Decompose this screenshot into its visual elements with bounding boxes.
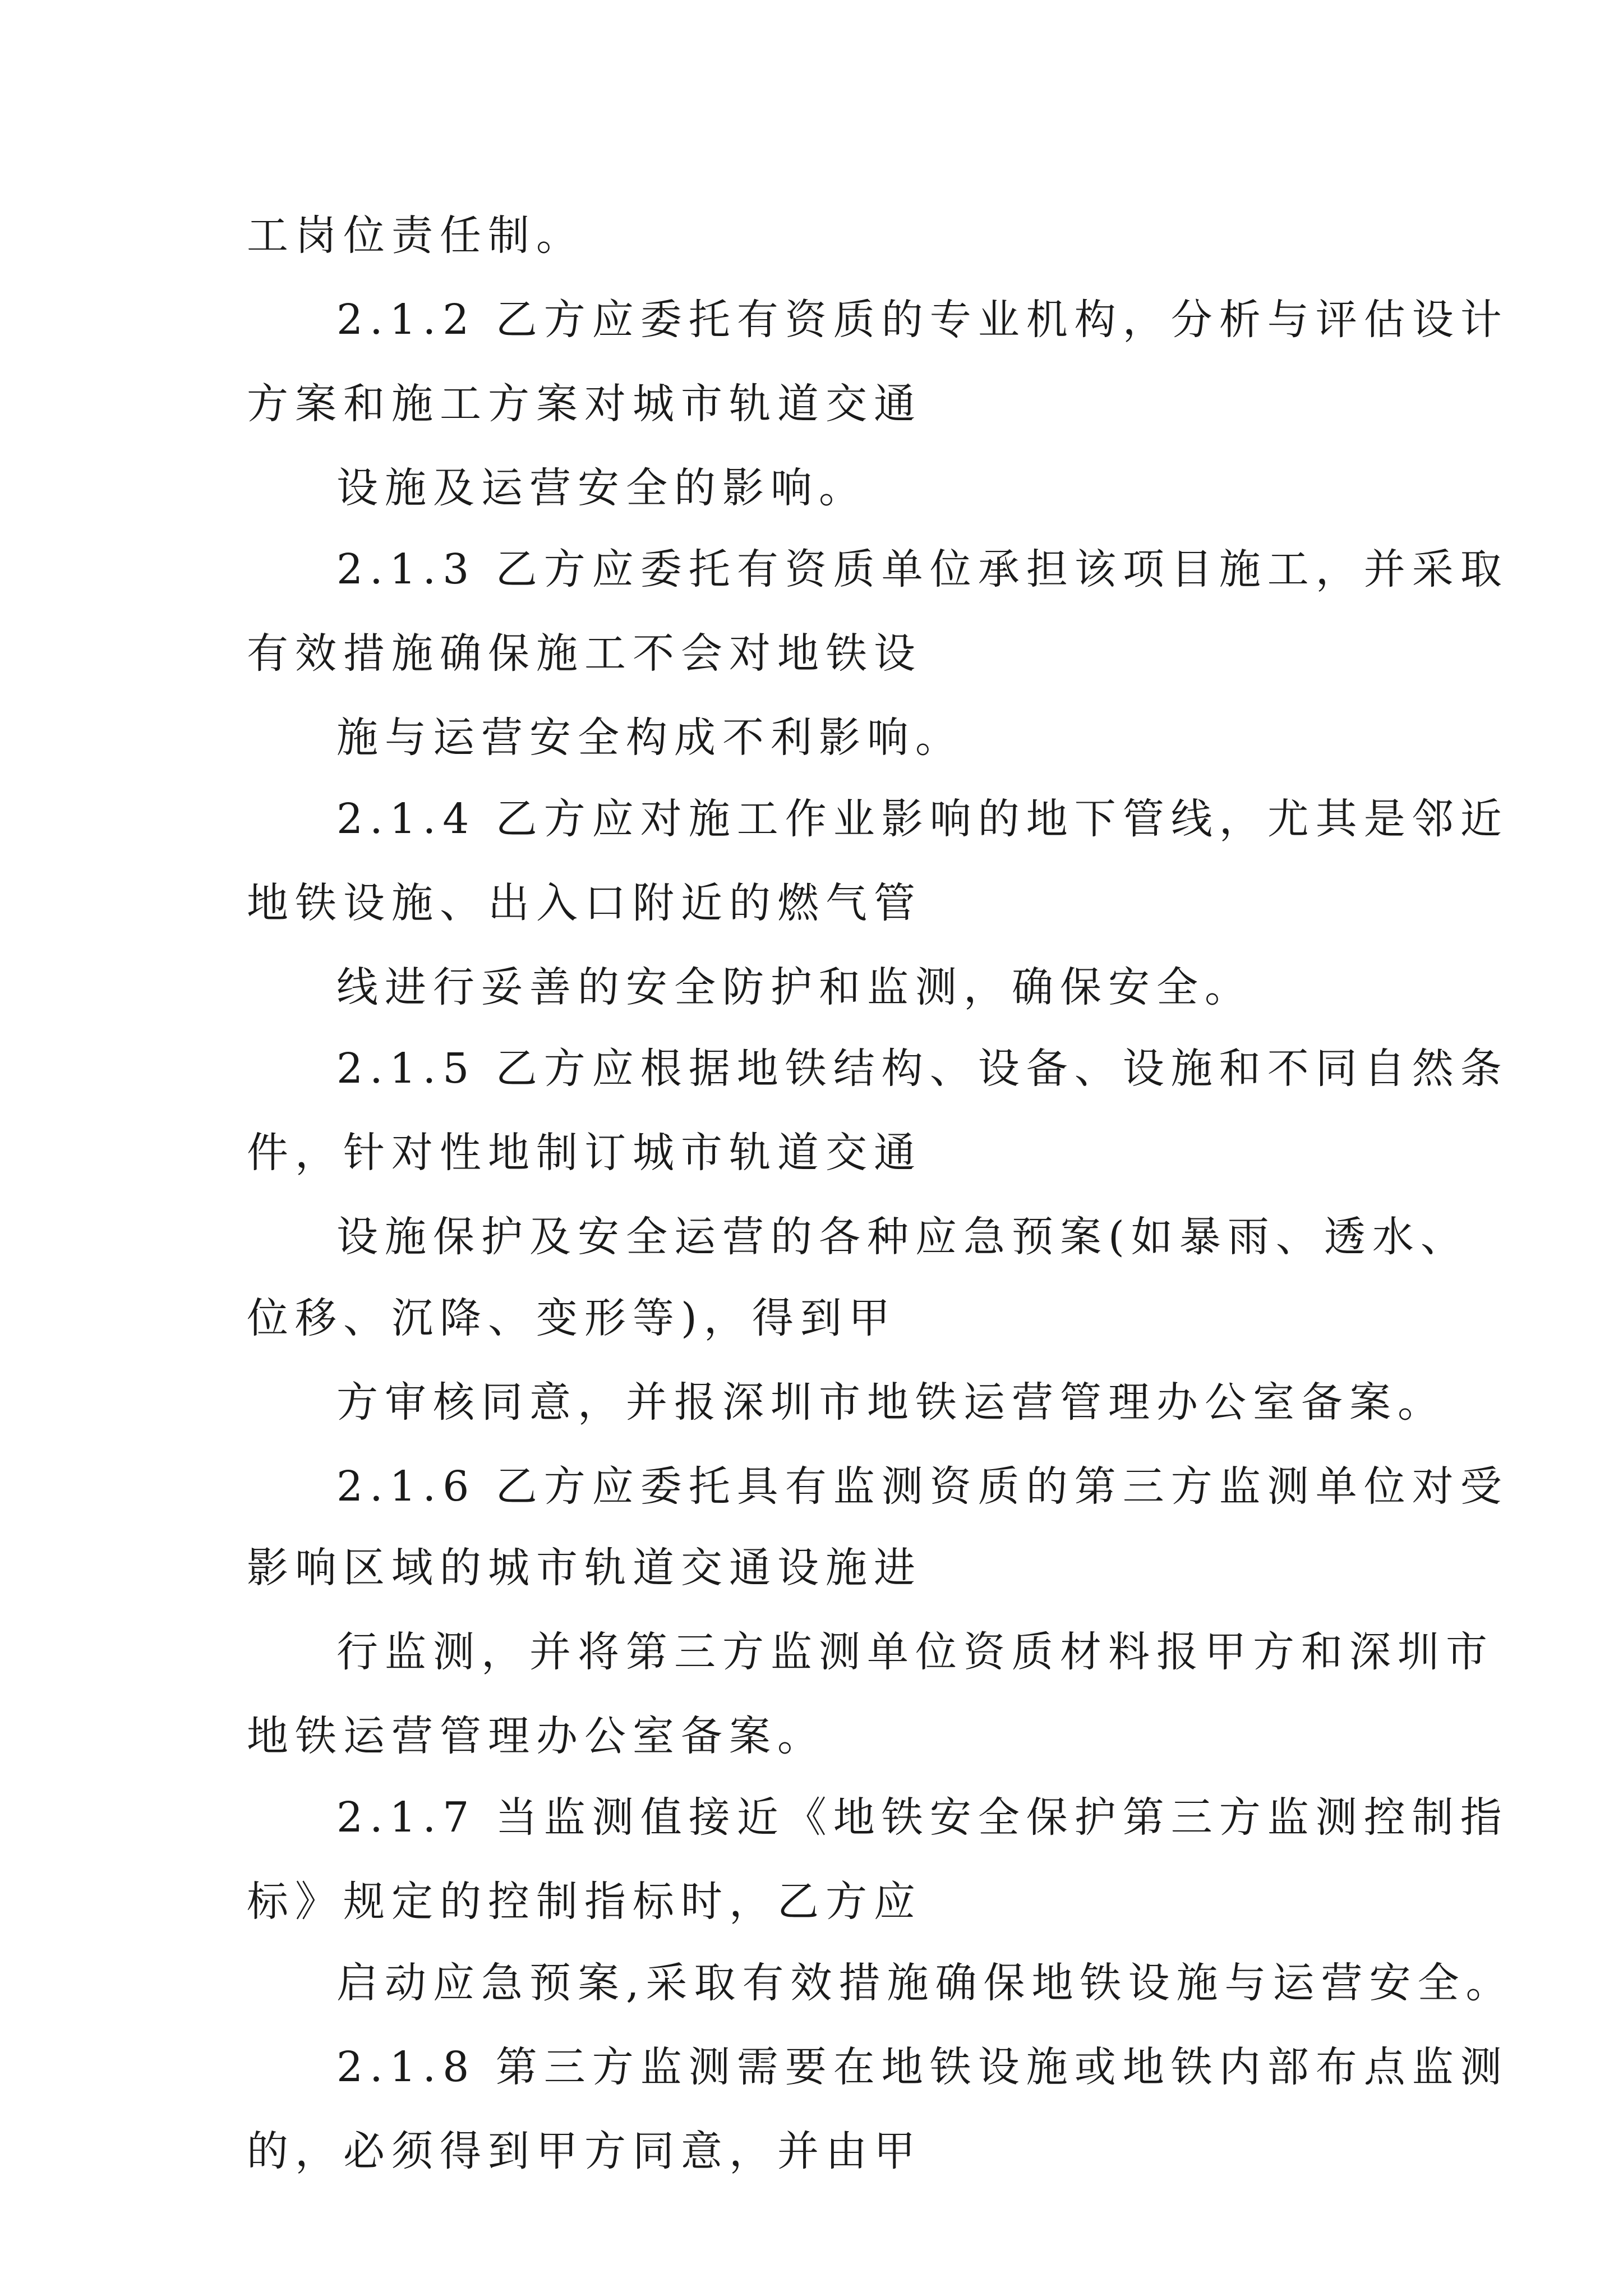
text-line: 标》规定的控制指标时，乙方应 xyxy=(247,1878,922,1926)
text-line: 2.1.7 当监测值接近《地铁安全保护第三方监测控制指 xyxy=(336,1793,1509,1842)
text-line: 地铁运营管理办公室备案。 xyxy=(247,1712,826,1760)
text-line: 2.1.5 乙方应根据地铁结构、设备、设施和不同自然条 xyxy=(336,1045,1509,1093)
text-line: 工岗位责任制。 xyxy=(247,211,584,260)
text-line: 2.1.8 第三方监测需要在地铁设施或地铁内部布点监测 xyxy=(336,2043,1509,2091)
text-line: 设施保护及安全运营的各种应急预案(如暴雨、透水、 xyxy=(336,1213,1469,1261)
text-line: 行监测，并将第三方监测单位资质材料报甲方和深圳市 xyxy=(336,1628,1494,1676)
text-line: 位移、沉降、变形等)，得到甲 xyxy=(247,1294,897,1342)
text-line: 的，必须得到甲方同意，并由甲 xyxy=(247,2127,922,2175)
text-line: 设施及运营安全的影响。 xyxy=(336,464,867,512)
text-line: 件，针对性地制订城市轨道交通 xyxy=(247,1129,922,1177)
text-line: 地铁设施、出入口附近的燃气管 xyxy=(247,879,922,927)
text-line: 影响区域的城市轨道交通设施进 xyxy=(247,1544,922,1592)
text-line: 2.1.6 乙方应委托具有监测资质的第三方监测单位对受 xyxy=(336,1462,1509,1511)
text-line: 启动应急预案,采取有效措施确保地铁设施与运营安全。 xyxy=(336,1959,1514,2007)
text-line: 方案和施工方案对城市轨道交通 xyxy=(247,380,922,428)
text-line: 方审核同意，并报深圳市地铁运营管理办公室备案。 xyxy=(336,1378,1446,1427)
text-line: 有效措施确保施工不会对地铁设 xyxy=(247,629,922,678)
text-line: 2.1.3 乙方应委托有资质单位承担该项目施工，并采取 xyxy=(336,545,1509,593)
text-line: 施与运营安全构成不利影响。 xyxy=(336,714,963,762)
text-line: 2.1.2 乙方应委托有资质的专业机构，分析与评估设计 xyxy=(336,296,1509,344)
text-line: 线进行妥善的安全防护和监测，确保安全。 xyxy=(336,963,1253,1011)
text-line: 2.1.4 乙方应对施工作业影响的地下管线，尤其是邻近 xyxy=(336,795,1509,843)
